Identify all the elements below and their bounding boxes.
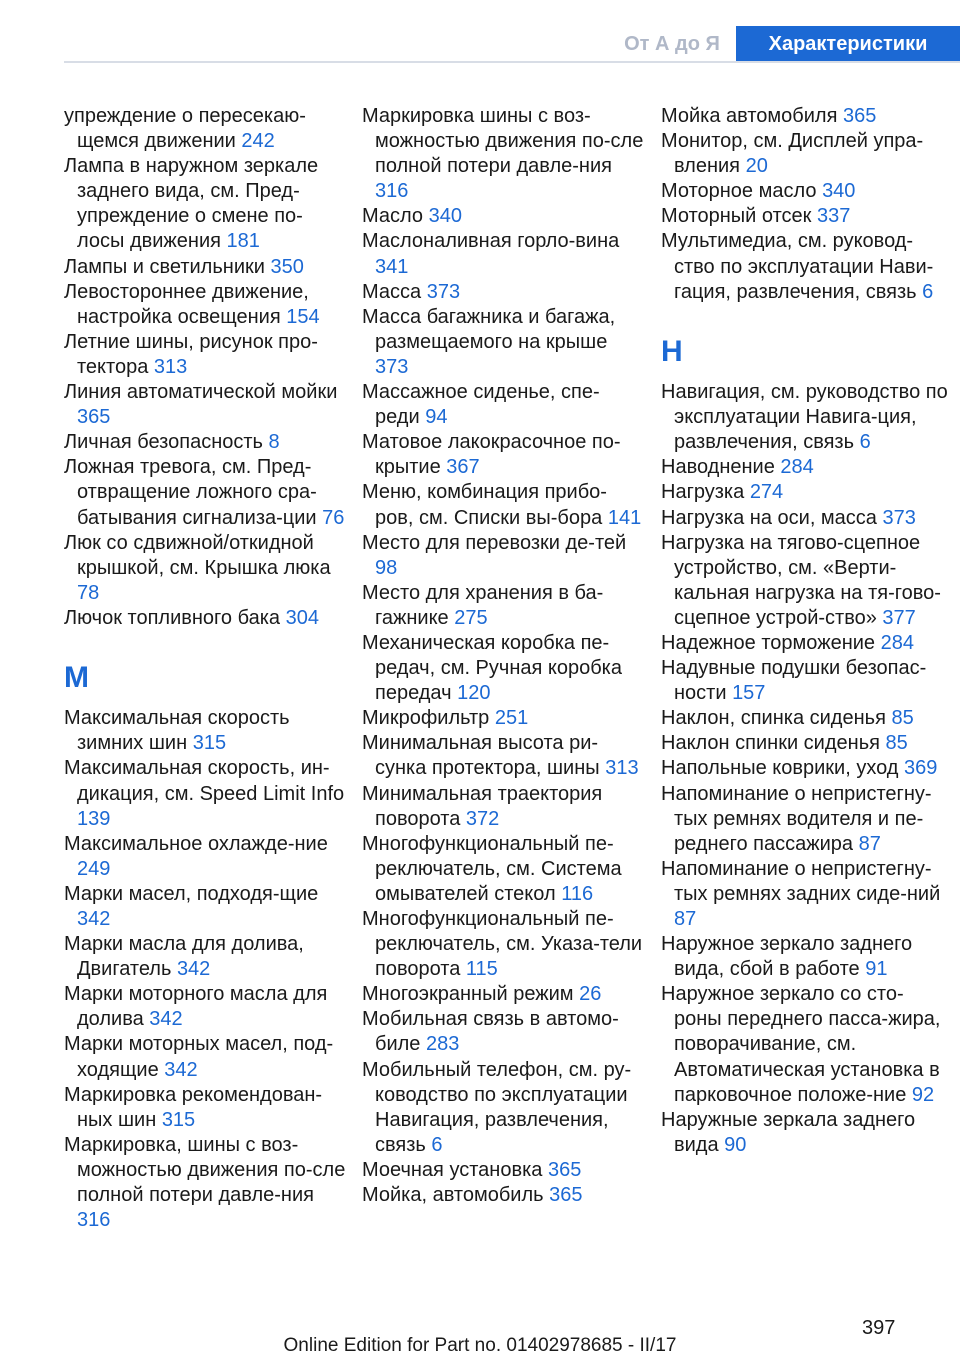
index-page-link[interactable]: 283	[425, 1033, 460, 1056]
index-page-link[interactable]: 315	[161, 1108, 196, 1131]
index-entry-text: Мультимедиа, см. руковод-ство по эксплуатации Нави-гация, развлечения, связь	[661, 230, 934, 303]
index-entry	[661, 706, 951, 731]
index-page-link[interactable]: 274	[749, 481, 784, 504]
index-entry-text: Механическая коробка пе-редач, см. Ручная коробка передач	[362, 631, 622, 705]
page-number: 397	[862, 1317, 896, 1339]
index-entry-text: Маркировка шины с воз-можностью движения по-сле полной потери давле-ния	[362, 105, 644, 178]
index-page-link[interactable]: 342	[149, 1008, 183, 1031]
index-page-link[interactable]: 342	[77, 908, 111, 930]
header-rule	[64, 61, 960, 63]
index-entry	[362, 782, 644, 832]
index-entry	[64, 1083, 346, 1133]
index-entry	[64, 330, 346, 380]
footer-edition: Online Edition for Part no. 01402978685 - II/17	[283, 1335, 677, 1356]
index-entry	[661, 179, 951, 204]
index-entry	[64, 430, 346, 455]
index-entry	[661, 932, 951, 982]
index-entry	[362, 380, 644, 430]
index-page-link[interactable]: 6	[922, 280, 934, 303]
index-entry	[661, 982, 951, 1107]
index-entry-text: Моторный отсек	[661, 205, 812, 228]
index-entry-text: Марки масел, подходя-щие	[64, 882, 319, 905]
index-entry-text: Максимальная скорость зимних шин	[64, 707, 290, 755]
index-page-link[interactable]: 284	[780, 456, 814, 479]
index-page-link[interactable]: 139	[77, 807, 111, 830]
index-page-link[interactable]: 372	[465, 807, 500, 830]
index-entry-text: Напоминание о непристегну-тых ремнях задних сиде-ний	[661, 857, 941, 905]
index-entry-text: Место для перевозки де-тей	[362, 531, 627, 554]
index-entry-text: Личная безопасность	[64, 431, 263, 454]
index-entry-text: Надувные подушки безопас-ности	[661, 657, 927, 705]
index-entry-text: Маркировка рекомендован-ных шин	[64, 1083, 323, 1131]
index-entry-text: Лампы и светильники	[64, 255, 265, 278]
index-entry	[362, 631, 644, 706]
index-page-link[interactable]: 373	[882, 506, 916, 529]
index-entry-text: Марки моторных масел, под-ходящие	[64, 1033, 334, 1081]
index-entry	[362, 1058, 644, 1158]
index-entry-text: Нагрузка на тягово-сцепное устройство, см. «Верти-кальная нагрузка на тя-гово-сцепное устрой-ство»	[661, 531, 941, 629]
index-entry-text: Мобильный телефон, см. ру-ководство по эксплуатации Навигация, развлечения, связь	[362, 1058, 632, 1156]
index-page-link[interactable]: 316	[375, 180, 409, 203]
index-entry	[362, 706, 644, 731]
index-entry	[362, 1158, 644, 1183]
index-entry-text: Меню, комбинация прибо-ров, см. Списки вы-бора	[362, 481, 607, 529]
page-header	[0, 0, 960, 62]
index-entry	[661, 480, 951, 505]
index-entry-text: Наклон, спинка сиденья	[661, 707, 886, 730]
index-entry-text: Место для хранения в ба-гажнике	[362, 581, 604, 629]
index-entry	[362, 731, 644, 781]
index-entry-text: Максимальная скорость, ин-дикация, см. Speed Limit Info	[64, 757, 345, 805]
index-page-link[interactable]: 181	[226, 230, 260, 253]
index-entry	[661, 531, 951, 631]
index-entry	[64, 455, 346, 530]
index-page-link[interactable]: 6	[859, 431, 871, 454]
index-entry-text: Мойка, автомобиль	[362, 1184, 544, 1207]
index-entry-text: Напоминание о непристегну-тых ремнях водителя и пе-реднего пассажира	[661, 782, 932, 855]
index-entry	[64, 255, 346, 280]
index-entry	[661, 731, 951, 756]
index-letter-heading: Н	[661, 334, 683, 368]
index-entry	[64, 832, 346, 882]
index-column-1	[64, 104, 346, 1233]
index-entry	[362, 229, 644, 279]
index-entry-text: Ложная тревога, см. Пред-отвращение ложного сра-батывания сигнализа-ции	[64, 456, 317, 529]
index-page-link[interactable]: 78	[77, 581, 100, 604]
index-page-link[interactable]: 157	[732, 682, 766, 705]
index-page-link[interactable]: 154	[286, 305, 320, 328]
index-entry-text: Масса багажника и багажа, размещаемого на крыше	[362, 305, 616, 353]
index-entry	[64, 104, 346, 154]
index-entry	[362, 104, 644, 204]
index-page-link[interactable]: 365	[77, 406, 111, 429]
index-entry-text: Мобильная связь в автомо-биле	[362, 1008, 619, 1056]
index-entry	[64, 1032, 346, 1082]
index-page-link[interactable]: 340	[822, 180, 856, 203]
index-page-link[interactable]: 8	[268, 431, 280, 454]
index-page-link[interactable]: 87	[674, 908, 697, 930]
index-page-link[interactable]: 316	[77, 1209, 111, 1232]
index-entry-text: Напольные коврики, уход	[661, 757, 899, 780]
index-entry-text: Левостороннее движение, настройка освещения	[64, 280, 309, 328]
index-page-link[interactable]: 251	[494, 707, 529, 730]
index-entry-text: Люк со сдвижной/откидной крышкой, см. Крышка люка	[64, 531, 331, 579]
index-entry	[64, 280, 346, 330]
index-page-link[interactable]: 304	[285, 606, 319, 629]
index-page-link[interactable]: 365	[547, 1158, 582, 1181]
index-page-link[interactable]: 377	[882, 606, 916, 629]
index-column-3	[661, 104, 951, 1158]
index-entry-text: Лючок топливного бака	[64, 606, 281, 629]
index-entry	[362, 204, 644, 229]
index-entry-text: Минимальная траектория поворота	[362, 782, 603, 830]
index-entry	[362, 480, 644, 530]
index-entry	[64, 1133, 346, 1233]
index-page-link[interactable]: 367	[446, 456, 480, 479]
index-entry	[362, 832, 644, 907]
index-entry-text: Многоэкранный режим	[362, 983, 574, 1006]
index-entry	[661, 204, 951, 229]
index-page-link[interactable]: 365	[842, 105, 877, 127]
index-page-link[interactable]: 341	[375, 255, 409, 278]
index-entry	[661, 782, 951, 857]
index-page-link[interactable]: 92	[911, 1083, 935, 1106]
index-entry-text: Летние шины, рисунок про-тектора	[64, 330, 318, 378]
index-entry	[661, 656, 951, 706]
index-entry	[362, 430, 644, 480]
index-page-link[interactable]: 284	[880, 631, 914, 654]
index-entry	[362, 305, 644, 380]
index-page-link[interactable]: 275	[454, 606, 488, 629]
index-entry	[362, 280, 644, 305]
index-entry	[661, 857, 951, 932]
index-page-link[interactable]: 98	[375, 556, 398, 579]
index-page-link[interactable]: 342	[164, 1058, 198, 1081]
index-entry-text: Массажное сиденье, спе-реди	[362, 381, 600, 429]
index-entry	[64, 606, 346, 631]
index-entry	[64, 154, 346, 254]
index-entry	[64, 531, 346, 606]
chapter-tab[interactable]: Характеристики	[736, 26, 960, 62]
index-entry-text: Марки моторного масла для долива	[64, 983, 328, 1031]
index-entry	[661, 756, 951, 781]
index-page-link[interactable]: 85	[885, 732, 908, 755]
index-page-link[interactable]: 337	[816, 205, 851, 228]
index-entry	[64, 882, 346, 932]
index-entry	[362, 531, 644, 581]
index-entry-text: Максимальное охлажде-ние	[64, 832, 328, 855]
section-label[interactable]: От А до Я	[624, 33, 720, 55]
index-page-link[interactable]: 315	[192, 732, 227, 755]
index-page-link[interactable]: 6	[431, 1133, 443, 1156]
index-entry-text: Масса	[362, 280, 422, 303]
index-page-link[interactable]: 115	[465, 958, 498, 981]
index-entry-text: Наружное зеркало заднего вида, сбой в работе	[661, 933, 913, 981]
index-entry	[362, 1007, 644, 1057]
index-entry-text: Маслоналивная горло-вина	[362, 230, 620, 253]
index-entry	[661, 506, 951, 531]
index-entry-text: Марки масла для долива, Двигатель	[64, 933, 304, 981]
index-entry-text: Навигация, см. руководство по эксплуатации Навига-ция, развлечения, связь	[661, 381, 948, 454]
index-entry-text: Лампа в наружном зеркале заднего вида, см. Пред-упреждение о смене по-лосы движения	[64, 155, 319, 253]
index-entry-text: Мойка автомобиля	[661, 105, 838, 127]
index-page-link[interactable]: 365	[549, 1184, 583, 1207]
index-entry	[661, 129, 951, 179]
index-page-link[interactable]: 87	[858, 832, 881, 855]
index-entry-text: Надежное торможение	[661, 631, 876, 654]
index-page-link[interactable]: 373	[426, 280, 461, 303]
index-page-link[interactable]: 76	[322, 506, 345, 529]
index-entry	[661, 380, 951, 455]
index-page-link[interactable]: 350	[270, 255, 304, 278]
index-page-link[interactable]: 90	[724, 1133, 747, 1156]
index-entry-text: Нагрузка на оси, масса	[661, 506, 877, 529]
index-entry-text: Масло	[362, 205, 424, 228]
index-entry	[362, 581, 644, 631]
index-entry-text: Маркировка, шины с воз-можностью движения по-сле полной потери давле-ния	[64, 1133, 346, 1207]
index-page-link[interactable]: 20	[745, 155, 768, 178]
index-page-link[interactable]: 340	[428, 205, 462, 228]
index-entry	[661, 229, 951, 304]
index-entry-text: Моторное масло	[661, 180, 817, 203]
index-page-link[interactable]: 85	[891, 707, 914, 730]
index-entry-text: Микрофильтр	[362, 707, 490, 730]
index-page-link[interactable]: 369	[904, 757, 938, 780]
index-page-link[interactable]: 242	[241, 130, 275, 153]
index-entry	[661, 1108, 951, 1158]
index-letter-heading: М	[64, 661, 89, 695]
index-page-link[interactable]: 26	[579, 983, 602, 1006]
index-page-link[interactable]: 249	[77, 857, 111, 880]
index-entry-text: Минимальная высота ри-сунка протектора, шины	[362, 732, 600, 780]
index-entry-text: Наружное зеркало со сто-роны переднего пасса-жира, поворачивание, см. Автоматическая установка в парковочное положе-ние	[661, 983, 941, 1106]
index-entry	[64, 380, 346, 430]
index-entry	[661, 455, 951, 480]
index-entry-text: Монитор, см. Дисплей упра-вления	[661, 130, 924, 178]
index-entry-text: Наружные зеркала заднего вида	[661, 1108, 916, 1156]
index-entry	[362, 982, 644, 1007]
index-entry-text: Многофункциональный пе-реключатель, см. Система омывателей стекол	[362, 832, 622, 905]
index-entry-text: Многофункциональный пе-реключатель, см. Указа-тели поворота	[362, 908, 643, 981]
index-page-link[interactable]: 313	[605, 757, 639, 780]
index-entry	[362, 1183, 644, 1208]
index-page-link[interactable]: 373	[375, 355, 409, 378]
index-entry	[64, 932, 346, 982]
index-entry	[64, 706, 346, 756]
index-entry-text: Нагрузка	[661, 481, 745, 504]
index-page-link[interactable]: 94	[425, 406, 448, 429]
index-page-link[interactable]: 342	[176, 958, 211, 981]
index-column-2	[362, 104, 644, 1208]
index-entry	[661, 104, 951, 129]
index-entry-text: Наводнение	[661, 456, 775, 479]
index-entry	[362, 907, 644, 982]
index-entry	[661, 631, 951, 656]
index-entry-text: упреждение о пересекаю-щемся движении	[64, 105, 306, 153]
index-entry	[64, 982, 346, 1032]
index-page-link[interactable]: 120	[457, 682, 491, 705]
index-entry-text: Линия автоматической мойки	[64, 381, 338, 404]
index-entry-text: Матовое лакокрасочное по-крытие	[362, 431, 621, 479]
index-page-link[interactable]: 141	[607, 506, 642, 529]
index-page-link[interactable]: 116	[561, 882, 594, 905]
index-page-link[interactable]: 313	[153, 355, 188, 378]
index-page-link[interactable]: 91	[865, 958, 888, 981]
index-entry-text: Наклон спинки сиденья	[661, 732, 880, 755]
index-entry	[64, 756, 346, 831]
index-entry-text: Моечная установка	[362, 1158, 543, 1181]
